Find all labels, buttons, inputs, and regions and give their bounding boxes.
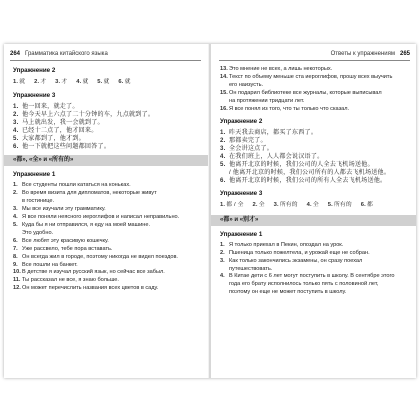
list-item: 1. 他一回来，就走了。: [13, 103, 79, 110]
right-ex3-title: Упражнение 3: [220, 189, 263, 197]
list-item: 4. В Китае дети с 6 лет могут поступить в школу. В сентябре этого года его брату исполнилось только пять с половиной лет, поэтому он еще не может поступить в школу.: [220, 273, 395, 296]
list-item: 10. В детстве я изучал русский язык, но сейчас все забыл.: [13, 269, 165, 276]
left-header-rule: [10, 60, 201, 61]
answer-item: 6.就: [118, 79, 131, 85]
list-item: 2. Во время визита для дипломатов, некоторые живут в гостинице.: [13, 190, 157, 205]
answer-item: 5.所有的: [327, 201, 352, 208]
list-item: 16. Я все понял из того, что ты только что сказал.: [220, 105, 350, 112]
left-page-content: [13, 66, 199, 293]
list-item: 12. Он может перечислить названия всех цветов в саду.: [13, 285, 159, 292]
list-item: 1. Я только приехал в Пекин, опоздал на урок.: [220, 241, 344, 248]
open-book-spread: [4, 44, 416, 378]
answer-item: 1.都 / 全: [220, 201, 244, 208]
left-section-band: «都», «全» и «所有的»: [4, 155, 209, 166]
list-item: 5. 大家都到了，他才到。: [13, 134, 85, 142]
list-item: 11. Ты рассказал не все, я знаю больше.: [13, 277, 119, 284]
left-page: [4, 44, 209, 378]
left-ex1-title: Упражнение 1: [13, 171, 56, 179]
answer-item: 3.才: [55, 79, 68, 85]
list-item: 2. 他今天早上六点了二十分钟的车，九点就到了。: [13, 110, 155, 118]
right-running-header: [219, 49, 410, 59]
list-item: 6. 他离开北京的时候，我们公司的所有人全去飞机场送他。: [220, 176, 387, 184]
list-item: 6. Все любят эту красивую кошечку.: [13, 237, 109, 244]
left-ex2-title: Упражнение 2: [13, 67, 56, 74]
list-item: 13. Это мнение не всех, а лишь некоторых.: [220, 66, 333, 72]
right-page-number: 265: [399, 51, 410, 57]
answer-item: 4.全: [306, 201, 319, 208]
list-item: 4. 已经十二点了，他才回来。: [13, 126, 98, 134]
list-item: 6. 他一下就把这些问题都回答了。: [13, 142, 111, 150]
left-ex3-title: Упражнение 3: [13, 92, 56, 99]
right-running-title: Ответы к упражнениям: [330, 51, 395, 57]
left-running-title: Грамматика китайского языка: [25, 51, 108, 57]
list-item: 3. 全会讲这点了。: [220, 145, 274, 153]
left-ex2-answers: [13, 78, 199, 87]
answer-item: 1.就: [13, 79, 26, 85]
left-running-header: [10, 49, 201, 59]
right-header-rule: [219, 60, 410, 61]
list-item: 1. 昨天我去商店，都买了东西了。: [220, 129, 318, 137]
answer-item: 5.就: [97, 79, 110, 85]
answer-item: 2.才: [34, 79, 47, 85]
right-ex2-title: Упражнение 2: [220, 118, 263, 126]
answer-item: 6.都: [360, 201, 373, 208]
list-item: 15. Он подарил библиотеке все журналы, которые выписывал на протяжении тридцати лет.: [220, 89, 382, 104]
list-item: 8. Он всегда жил в городе, поэтому никогда не видел поездов.: [13, 253, 178, 260]
list-item: 7. Уже рассвело, тебе пора вставать.: [13, 245, 113, 252]
list-item: 3. 马上就出发，我一会就到了。: [13, 118, 104, 126]
list-item: 2. Пшеница только пожелтела, и урожай еще не собран.: [220, 249, 370, 256]
list-item: 9. Все пошли на банкет.: [13, 261, 78, 268]
list-item: 3. Как только закончились экзамены, он сразу поехал путешествовать.: [220, 257, 363, 272]
list-item: 14. Текст по объему меньше ста иероглифов, прошу всех выучить его наизусть.: [220, 73, 393, 88]
answer-item: 3.所有的: [273, 201, 298, 208]
list-item: 3. Мы все изучали эту грамматику.: [13, 206, 106, 213]
list-item: 4. Я все поняли неясного иероглифов и написал неправильно.: [13, 214, 180, 221]
list-item: 1. Все студенты пошли кататься на коньках.: [13, 182, 131, 189]
right-ex1-title: Упражнение 1: [220, 230, 263, 238]
right-ex3-answers: [220, 201, 406, 210]
right-section-band: «都» и «别才»: [211, 215, 416, 226]
list-item: 2. 那都卖完了。: [220, 137, 267, 145]
right-page-content: [220, 66, 406, 297]
list-item: 5. 他离开北京的时候，我们公司的人全去飞机场送他。 / 他离开北京的时候，我们公司所有的人都去飞机场送他。: [220, 161, 391, 176]
list-item: 5. Куда бы я ни отправился, я еду на моей машине. Это удобно.: [13, 221, 151, 236]
answer-item: 4.就: [76, 79, 89, 85]
answer-item: 2.全: [252, 201, 265, 208]
list-item: 4. 在我们班上，人人都会说汉语了。: [220, 153, 324, 161]
right-page: [211, 44, 416, 378]
left-page-number: 264: [10, 51, 21, 57]
